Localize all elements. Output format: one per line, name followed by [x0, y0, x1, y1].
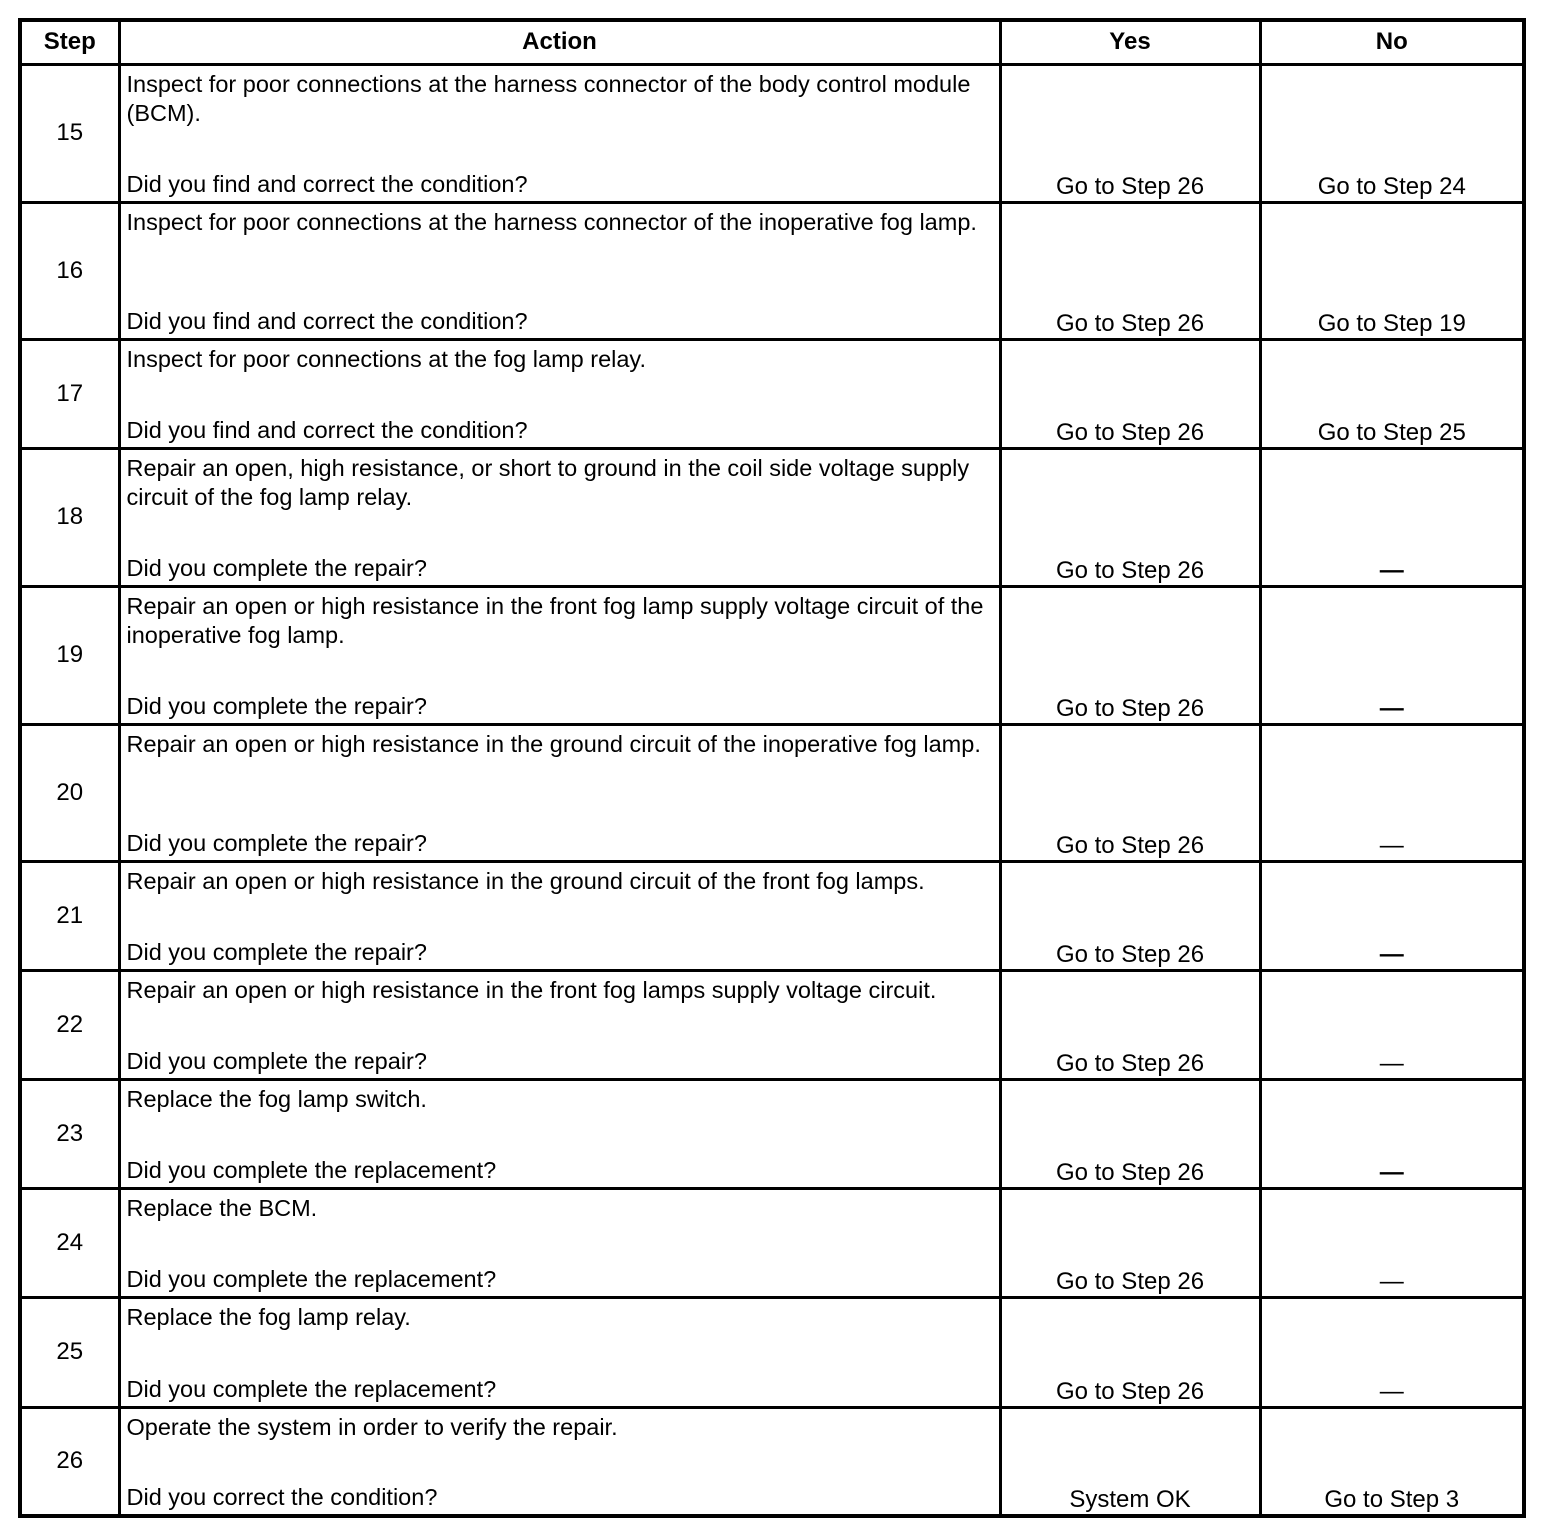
action-question: Did you complete the repair? — [126, 829, 427, 856]
yes-result: Go to Step 26 — [1000, 1079, 1260, 1188]
action-cell — [119, 1188, 1000, 1297]
step-number: 26 — [20, 1407, 119, 1516]
action-cell — [119, 861, 1000, 970]
step-number: 21 — [20, 861, 119, 970]
action-instruction: Repair an open or high resistance in the front fog lamp supply voltage circuit of the inoperative fog lamp. — [126, 592, 984, 648]
action-instruction: Inspect for poor connections at the fog lamp relay. — [126, 345, 646, 372]
table-row — [20, 202, 1524, 339]
no-result: — — [1260, 1297, 1524, 1407]
step-header: Step — [20, 20, 119, 64]
action-instruction: Repair an open or high resistance in the ground circuit of the inoperative fog lamp. — [126, 730, 981, 757]
no-result: — — [1260, 724, 1524, 861]
yes-result: Go to Step 26 — [1000, 970, 1260, 1079]
action-question: Did you complete the replacement? — [126, 1375, 497, 1402]
action-question: Did you find and correct the condition? — [126, 416, 528, 443]
yes-header: Yes — [1000, 20, 1260, 64]
action-question: Did you complete the repair? — [126, 554, 427, 581]
step-number: 16 — [20, 202, 119, 339]
table-row — [20, 970, 1524, 1079]
no-result: — — [1260, 1188, 1524, 1297]
action-question: Did you complete the repair? — [126, 1047, 427, 1074]
no-result: — — [1260, 586, 1524, 724]
action-cell — [119, 1079, 1000, 1188]
table-row — [20, 586, 1524, 724]
action-cell — [119, 1407, 1000, 1516]
yes-result: Go to Step 26 — [1000, 339, 1260, 448]
action-instruction: Operate the system in order to verify the repair. — [126, 1413, 618, 1440]
action-cell — [119, 586, 1000, 724]
table-row — [20, 1188, 1524, 1297]
table-row — [20, 339, 1524, 448]
step-number: 25 — [20, 1297, 119, 1407]
yes-result: Go to Step 26 — [1000, 861, 1260, 970]
action-question: Did you complete the repair? — [126, 938, 427, 965]
no-result: Go to Step 25 — [1260, 339, 1524, 448]
yes-result: Go to Step 26 — [1000, 202, 1260, 339]
diagnostic-table — [18, 18, 1526, 1518]
action-cell — [119, 64, 1000, 202]
no-result: Go to Step 3 — [1260, 1407, 1524, 1516]
step-number: 24 — [20, 1188, 119, 1297]
header-row — [20, 20, 1524, 64]
step-number: 20 — [20, 724, 119, 861]
yes-result: Go to Step 26 — [1000, 586, 1260, 724]
action-instruction: Repair an open or high resistance in the front fog lamps supply voltage circuit. — [126, 976, 937, 1003]
action-cell — [119, 1297, 1000, 1407]
no-result: Go to Step 19 — [1260, 202, 1524, 339]
action-instruction: Replace the fog lamp relay. — [126, 1303, 411, 1330]
table-row — [20, 1297, 1524, 1407]
action-instruction: Repair an open or high resistance in the ground circuit of the front fog lamps. — [126, 867, 925, 894]
action-cell — [119, 448, 1000, 586]
no-header: No — [1260, 20, 1524, 64]
yes-result: Go to Step 26 — [1000, 448, 1260, 586]
no-result: — — [1260, 970, 1524, 1079]
action-cell — [119, 339, 1000, 448]
no-result: — — [1260, 1079, 1524, 1188]
table-row — [20, 724, 1524, 861]
step-number: 17 — [20, 339, 119, 448]
yes-result: Go to Step 26 — [1000, 1188, 1260, 1297]
action-cell — [119, 202, 1000, 339]
yes-result: Go to Step 26 — [1000, 64, 1260, 202]
action-question: Did you complete the replacement? — [126, 1265, 497, 1292]
step-number: 19 — [20, 586, 119, 724]
step-number: 23 — [20, 1079, 119, 1188]
step-number: 22 — [20, 970, 119, 1079]
table-body — [20, 64, 1524, 1516]
action-header: Action — [119, 20, 1000, 64]
step-number: 15 — [20, 64, 119, 202]
table-row — [20, 448, 1524, 586]
action-cell — [119, 724, 1000, 861]
action-instruction: Repair an open, high resistance, or short to ground in the coil side voltage supply circuit of the fog lamp relay. — [126, 454, 970, 510]
no-result: Go to Step 24 — [1260, 64, 1524, 202]
action-question: Did you find and correct the condition? — [126, 307, 528, 334]
no-result: — — [1260, 448, 1524, 586]
action-instruction: Replace the fog lamp switch. — [126, 1085, 427, 1112]
action-cell — [119, 970, 1000, 1079]
action-question: Did you complete the replacement? — [126, 1156, 497, 1183]
action-question: Did you find and correct the condition? — [126, 170, 528, 197]
no-result: — — [1260, 861, 1524, 970]
table-row — [20, 861, 1524, 970]
action-question: Did you complete the repair? — [126, 692, 427, 719]
table-row — [20, 64, 1524, 202]
step-number: 18 — [20, 448, 119, 586]
table-row — [20, 1407, 1524, 1516]
action-instruction: Inspect for poor connections at the harness connector of the body control module (BCM). — [126, 70, 971, 126]
action-instruction: Inspect for poor connections at the harness connector of the inoperative fog lamp. — [126, 208, 977, 235]
table-row — [20, 1079, 1524, 1188]
yes-result: Go to Step 26 — [1000, 724, 1260, 861]
action-instruction: Replace the BCM. — [126, 1194, 318, 1221]
yes-result: Go to Step 26 — [1000, 1297, 1260, 1407]
yes-result: System OK — [1000, 1407, 1260, 1516]
action-question: Did you correct the condition? — [126, 1484, 438, 1510]
